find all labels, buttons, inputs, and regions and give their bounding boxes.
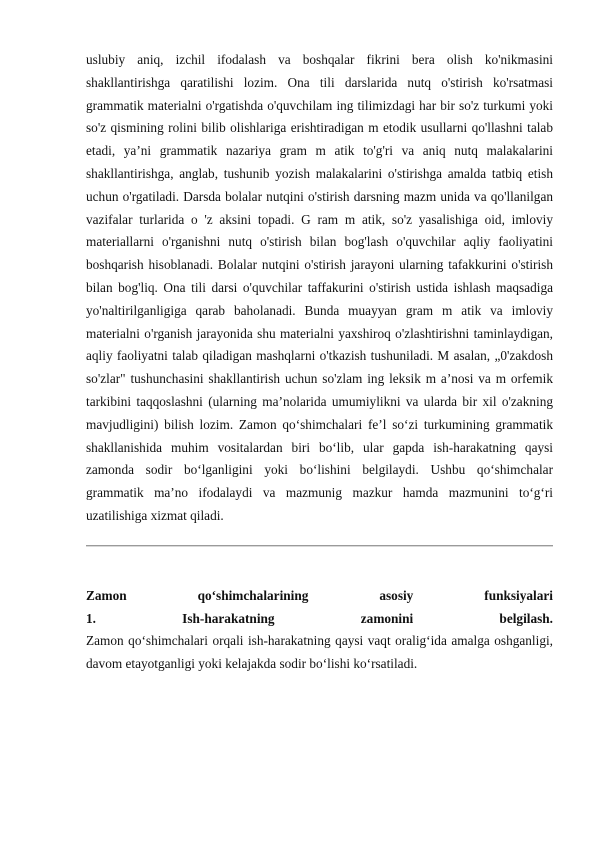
section-heading: Zamon qo‘shimchalarining asosiy funksiyalari (86, 587, 553, 603)
body-paragraph: uslubiy aniq, izchil ifodalash va boshqalar fikrini bera olish ko'nikmasini shakllantirishga qaratilishi lozim. Ona tili darslarida nutq o'stirish ko'rsatmasi grammatik materialni o'rgatishda o'quvchilam ing tilimizdagi har bir so'z turkumi yoki so'z qismining rolini bilib olishlariga erishtiradigan m etodik usullarni qo'llashni talab etadi, ya’ni grammatik nazariya gram m atik to'g'ri va aniq nutq malakalarini shakllantirishga, anglab, tushunib yozish malakalarini o'stirishga amalda tatbiq etish uchun o'rgatiladi. Darsda bolalar nutqini o'stirish darsning mazm unida va qo'llanilgan vazifalar turlarida o 'z aksini topadi. G ram m atik, so'z yasalishiga oid, imloviy materiallarni o'rganishni nutq o'stirish bilan bog'lash o'quvchilar aqliy faoliyatini boshqarish hisoblanadi. Bolalar nutqini o'stirish jarayoni ularning tafakkurini o'stirish bilan bog'liq. Ona tili darsi o'quvchilar taffakurini o'stirish ustida ishlash maqsadiga yo'naltirilganligiga qarab baholanadi. Bunda muayyan gram m atik va imloviy materialni o'rganish jarayonida shu materialni yaxshiroq o'zlashtirishni taminlaydigan, aqliy faoliyatni talab qiladigan mashqlarni o'tkazish tushuniladi. M asalan, „0'zakdosh so'zlar" tushunchasini shakllantirish uchun so'zlam ing leksik m a’nosi va m orfemik tarkibini taqqoslashni (ularning ma’nolarida umumiylikni va ularda bir xil o'zakning mavjudligini) bilish lozim. Zamon qo‘shimchalari fe’l so‘zi turkumining grammatik shakllanishida muhim vositalardan biri bo‘lib, ular gapda ish-harakatning qaysi zamonda sodir bo‘lganligini yoki bo‘lishini belgilaydi. Ushbu qo‘shimchalar grammatik ma’no ifodalaydi va mazmunig mazkur hamda mazmunini to‘g‘ri uzatilishiga xizmat qiladi. (86, 52, 553, 523)
page-content (86, 49, 553, 676)
subsection-paragraph: Zamon qo‘shimchalari orqali ish-harakatning qaysi vaqt oralig‘ida amalga oshganligi, davom etayotganligi yoki kelajakda sodir bo‘lishi ko‘rsatiladi. (86, 633, 553, 672)
section-divider (86, 545, 553, 547)
subsection-heading: 1. Ish-harakatning zamonini belgilash. (86, 610, 553, 626)
